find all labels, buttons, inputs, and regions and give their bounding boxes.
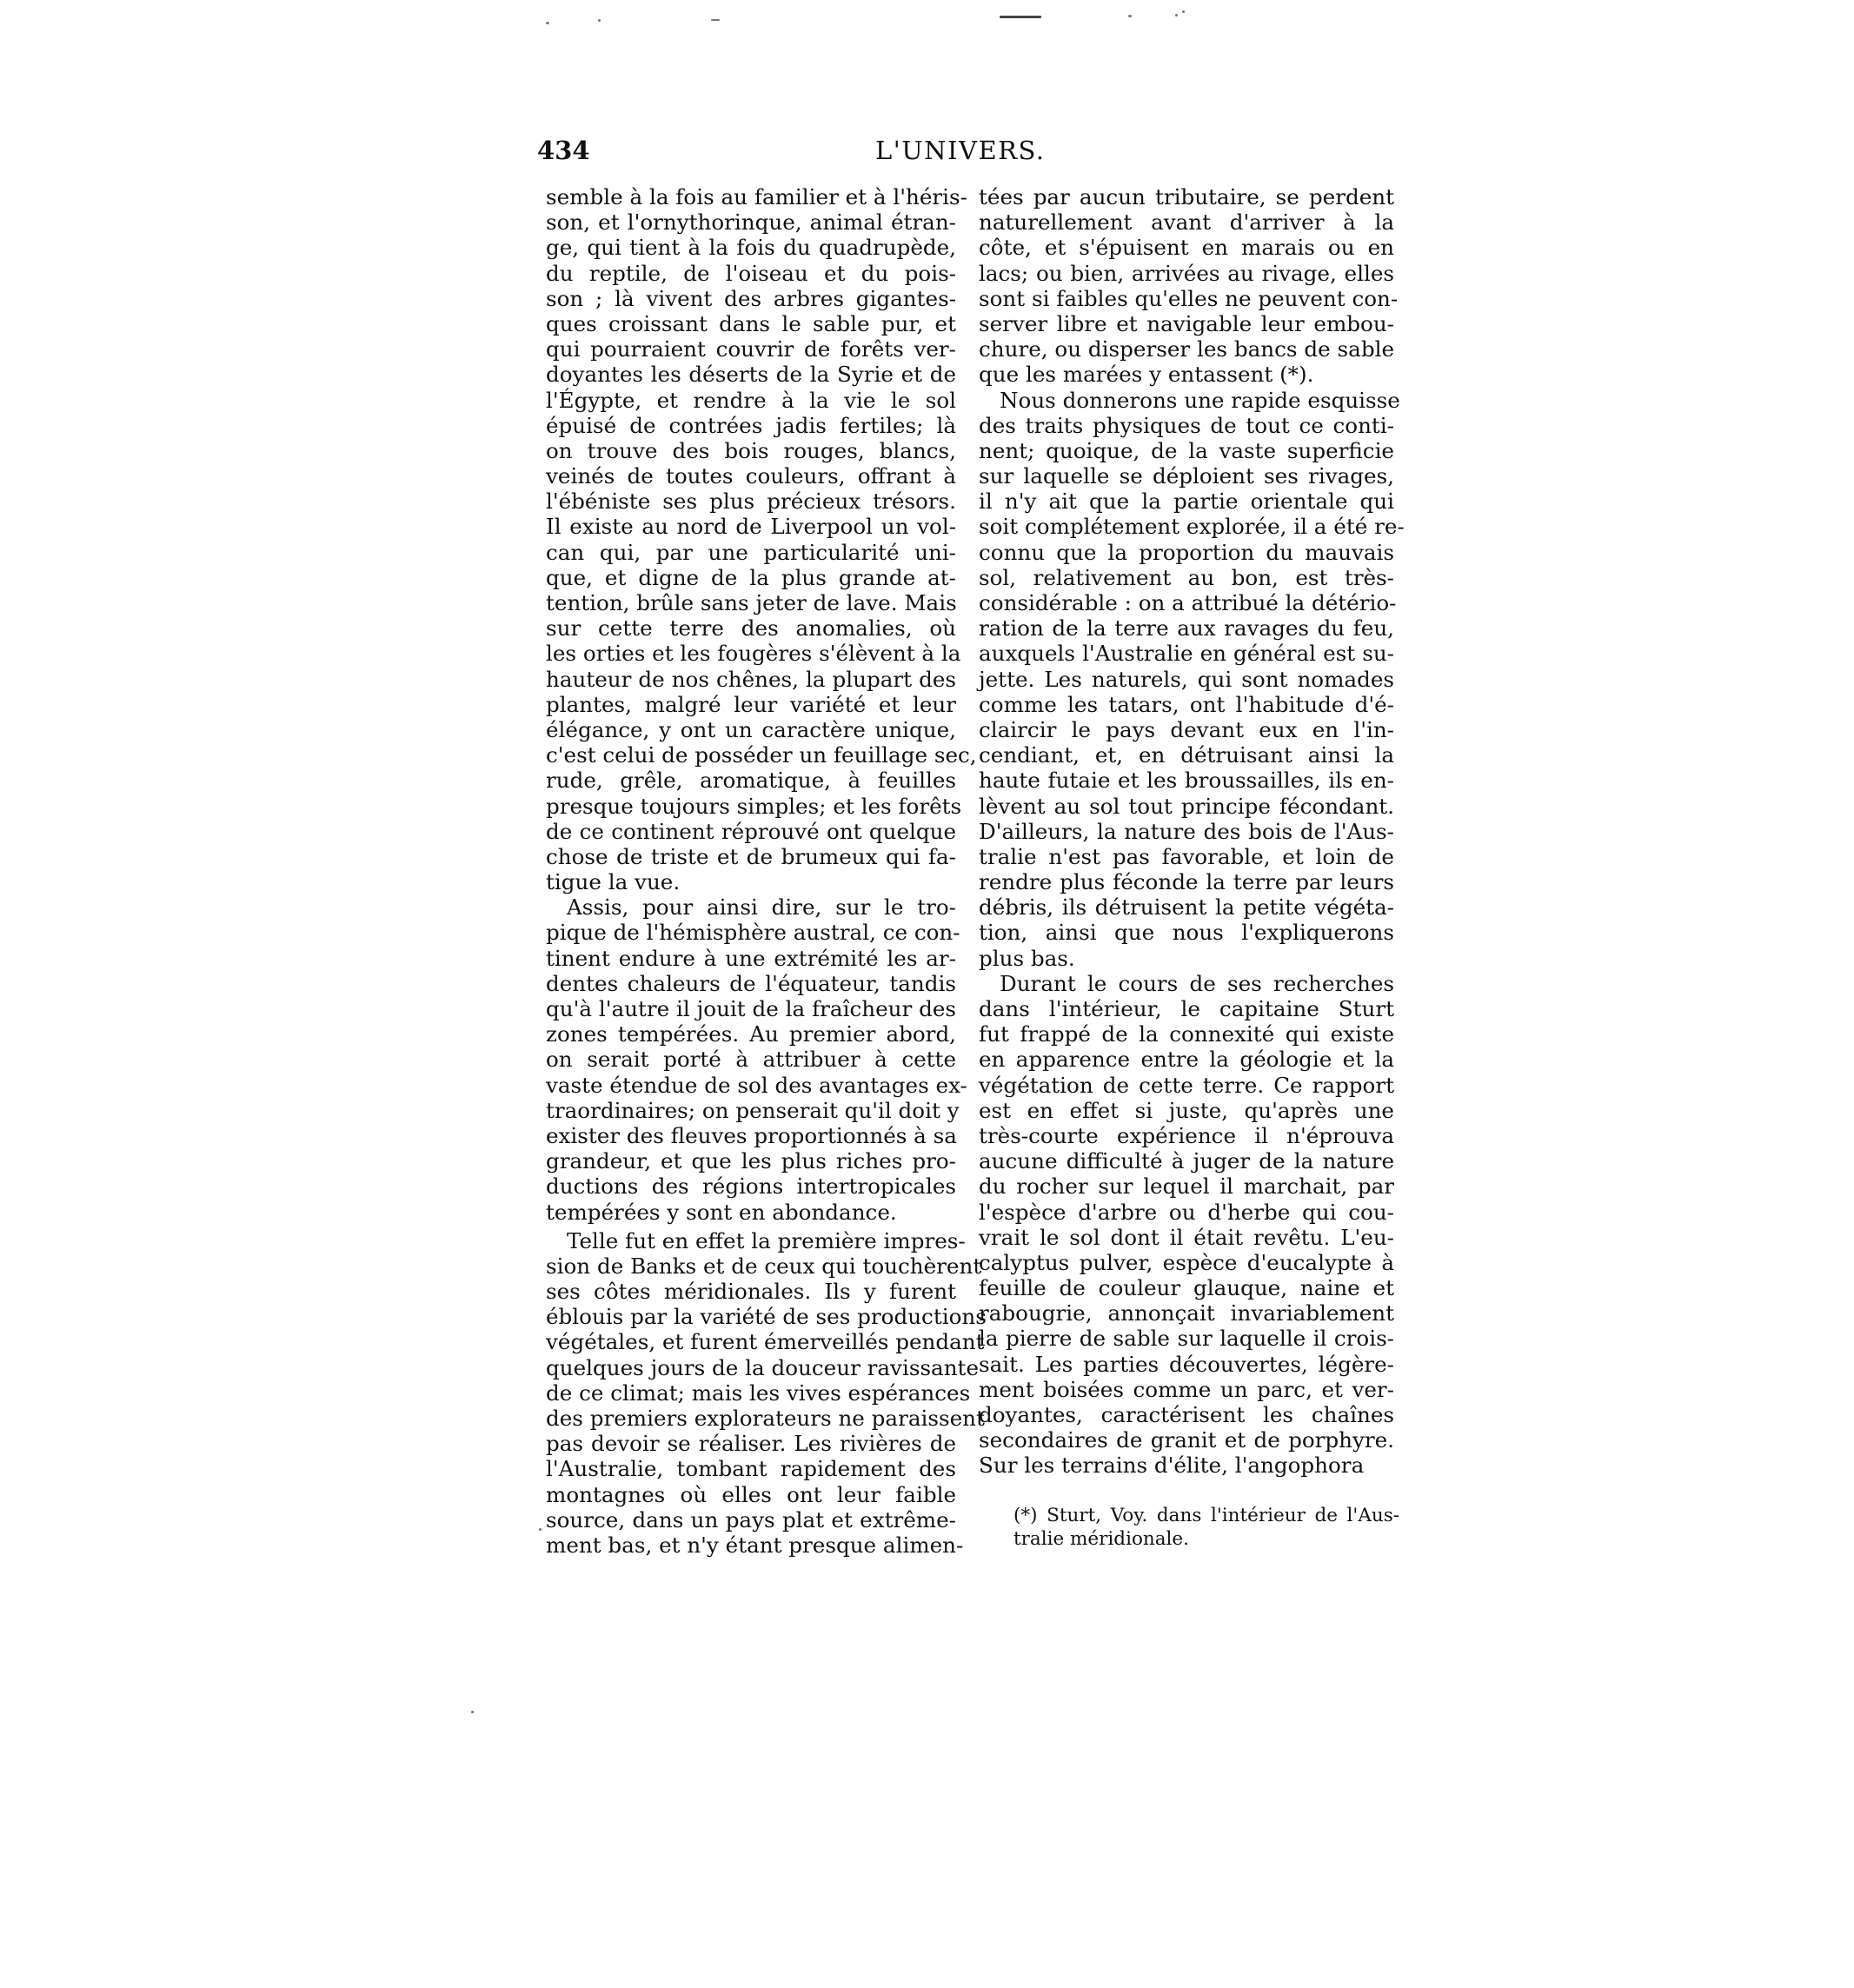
text-line: Sur les terrains d'élite, l'angophora [979,1453,1365,1479]
text-line: son ; là vivent des arbres gigantes- [546,285,956,311]
text-line: vrait le sol dont il était revêtu. L'eu- [979,1224,1394,1250]
text-line: presque toujours simples; et les forêts [546,793,962,819]
text-line: que, et digne de la plus grande at- [546,564,956,590]
scan-speck [546,22,549,24]
text-line: exister des fleuves proportionnés à sa [546,1122,957,1148]
text-line: zones tempérées. Au premier abord, [546,1021,956,1047]
text-line: rabougrie, annonçait invariablement [979,1300,1394,1326]
text-line: lèvent au sol tout principe fécondant. [979,793,1394,819]
right-column [979,184,1405,1479]
text-line: vaste étendue de sol des avantages ex- [546,1072,967,1098]
text-line: server libre et navigable leur embou- [979,310,1394,336]
text-line: D'ailleurs, la nature des bois de l'Aus- [979,818,1394,844]
text-line: claircir le pays devant eux en l'in- [979,716,1394,742]
text-line: pique de l'hémisphère austral, ce con- [546,920,960,946]
text-line: grandeur, et que les plus riches pro- [546,1148,956,1174]
text-line: lacs; ou bien, arrivées au rivage, elles [979,260,1394,286]
text-line: rendre plus féconde la terre par leurs [979,869,1394,895]
text-line: qu'à l'autre il jouit de la fraîcheur des [546,996,956,1021]
text-line: des traits physiques de tout ce conti- [979,412,1394,438]
text-line: de ce continent réprouvé ont quelque [546,818,956,844]
footnote-line: (*) Sturt, Voy. dans l'intérieur de l'Aus- [1013,1505,1399,1526]
text-line: auxquels l'Australie en général est su- [979,641,1394,667]
footnote [1013,1504,1399,1551]
scan-speck [1128,15,1132,17]
text-line: considérable : on a attribué la détério- [979,590,1397,615]
text-line: l'Australie, tombant rapidement des [546,1456,956,1482]
text-line: de ce climat; mais les vives espérances [546,1380,971,1406]
text-line: côte, et s'épuisent en marais ou en [979,235,1394,261]
text-line: chure, ou disperser les bancs de sable [979,336,1394,362]
text-line: ment boisées comme un parc, et ver- [979,1376,1394,1402]
text-line: sur cette terre des anomalies, où [546,615,956,642]
text-line: source, dans un pays plat et extrême- [546,1506,956,1533]
text-line: est en effet si juste, qu'après une [979,1097,1394,1123]
text-line: connu que la proportion du mauvais [979,539,1394,565]
text-line: veinés de toutes couleurs, offrant à [546,463,956,489]
text-line: il n'y ait que la partie orientale qui [979,489,1394,515]
text-line: épuisé de contrées jadis fertiles; là [546,412,956,438]
text-line: hauteur de nos chênes, la plupart des [546,666,956,692]
text-line: éblouis par la variété de ses productions [546,1304,987,1330]
text-line: montagnes où elles ont leur faible [546,1481,956,1507]
text-line: tinent endure à une extrémité les ar- [546,945,956,971]
text-line: tention, brûle sans jeter de lave. Mais [546,590,957,615]
text-line: ge, qui tient à la fois du quadrupède, [546,235,956,261]
text-line: du rocher sur lequel il marchait, par [979,1174,1394,1200]
page-header [532,130,1401,174]
text-line: sont si faibles qu'elles ne peuvent con- [979,285,1399,311]
text-line: feuille de couleur glauque, naine et [979,1275,1394,1301]
text-line: soit complétement explorée, il a été re- [979,514,1405,540]
text-line: Telle fut en effet la première impres- [567,1227,966,1253]
text-line: l'Égypte, et rendre à la vie le sol [546,387,956,413]
text-line: doyantes les déserts de la Syrie et de [546,362,956,388]
text-line: tées par aucun tributaire, se perdent [979,184,1394,209]
text-line: ment bas, et n'y étant presque alimen- [546,1532,964,1558]
text-line: jette. Les naturels, qui sont nomades [979,666,1394,692]
text-line: que les marées y entassent (*). [979,362,1314,388]
text-line: Assis, pour ainsi dire, sur le tro- [567,894,956,921]
text-line: l'espèce d'arbre ou d'herbe qui cou- [979,1199,1394,1225]
text-line: sol, relativement au bon, est très- [979,564,1394,590]
scan-speck [1175,14,1178,17]
page-number: 434 [537,136,590,165]
text-line: secondaires de granit et de porphyre. [979,1427,1394,1453]
text-line: ration de la terre aux ravages du feu, [979,615,1394,642]
text-line: chose de triste et de brumeux qui fa- [546,843,956,869]
text-line: semble à la fois au familier et à l'héris- [546,184,967,209]
text-line: plantes, malgré leur variété et leur [546,691,956,717]
text-line: pas devoir se réaliser. Les rivières de [546,1431,956,1457]
text-line: débris, ils détruisent la petite végéta- [979,894,1394,921]
text-line: élégance, y ont un caractère unique, [546,716,956,742]
text-line: la pierre de sable sur laquelle il crois- [979,1326,1394,1352]
text-line: sion de Banks et de ceux qui touchèrent [546,1253,982,1279]
text-line: tion, ainsi que nous l'expliquerons [979,920,1394,946]
text-line: quelques jours de la douceur ravissante [546,1354,979,1380]
running-title: L'UNIVERS. [875,136,1046,165]
text-line: tigue la vue. [546,869,681,895]
text-line: ductions des régions intertropicales [546,1174,956,1200]
text-line: plus bas. [979,945,1075,971]
text-line: dentes chaleurs de l'équateur, tandis [546,970,956,996]
text-line: l'ébéniste ses plus précieux trésors. [546,489,956,515]
text-line: aucune difficulté à juger de la nature [979,1148,1394,1174]
text-line: les orties et les fougères s'élèvent à la [546,641,961,667]
text-line: nent; quoique, de la vaste superficie [979,437,1394,463]
text-line: ses côtes méridionales. Ils y furent [546,1279,956,1305]
text-line: ques croissant dans le sable pur, et [546,310,956,336]
text-line: cendiant, et, en détruisant ainsi la [979,742,1394,768]
text-line: doyantes, caractérisent les chaînes [979,1402,1394,1427]
text-line: comme les tatars, ont l'habitude d'é- [979,691,1394,717]
text-line: Nous donnerons une rapide esquisse [1000,387,1400,413]
text-line: tralie n'est pas favorable, et loin de [979,843,1394,869]
text-line: son, et l'ornythorinque, animal étran- [546,209,956,236]
text-line: naturellement avant d'arriver à la [979,209,1394,236]
left-column [546,184,987,1558]
text-line: du reptile, de l'oiseau et du pois- [546,260,956,286]
text-line: haute futaie et les broussailles, ils en- [979,768,1394,794]
text-line: calyptus pulver, espèce d'eucalypte à [979,1249,1394,1275]
text-line: végétales, et furent émerveillés pendant [546,1329,985,1355]
text-line: dans l'intérieur, le capitaine Sturt [979,996,1394,1021]
text-line: en apparence entre la géologie et la [979,1047,1394,1073]
text-line: qui pourraient couvrir de forêts ver- [546,336,956,362]
text-line: tempérées y sont en abondance. [546,1199,897,1225]
scan-speck [1182,10,1185,13]
text-line: rude, grêle, aromatique, à feuilles [546,768,956,794]
text-line: sur laquelle se déploient ses rivages, [979,463,1394,489]
text-line: végétation de cette terre. Ce rapport [979,1072,1394,1098]
text-line: Il existe au nord de Liverpool un vol- [546,514,956,540]
scan-speck [1000,16,1041,18]
scan-speck [711,19,720,21]
text-line: on trouve des bois rouges, blancs, [546,437,956,463]
footnote-line: tralie méridionale. [1013,1528,1189,1550]
text-line: fut frappé de la connexité qui existe [979,1021,1394,1047]
text-line: traordinaires; on penserait qu'il doit y [546,1097,960,1123]
text-line: can qui, par une particularité uni- [546,539,956,565]
text-line: on serait porté à attribuer à cette [546,1047,956,1073]
scan-speck [539,1528,542,1531]
text-line: sait. Les parties découvertes, légère- [979,1351,1394,1377]
text-line: c'est celui de posséder un feuillage sec, [546,742,977,768]
scan-speck [598,19,601,22]
text-line: des premiers explorateurs ne paraissent [546,1406,985,1431]
scan-speck [471,1711,474,1713]
text-line: très-courte expérience il n'éprouva [979,1122,1394,1148]
text-line: Durant le cours de ses recherches [1000,970,1394,996]
